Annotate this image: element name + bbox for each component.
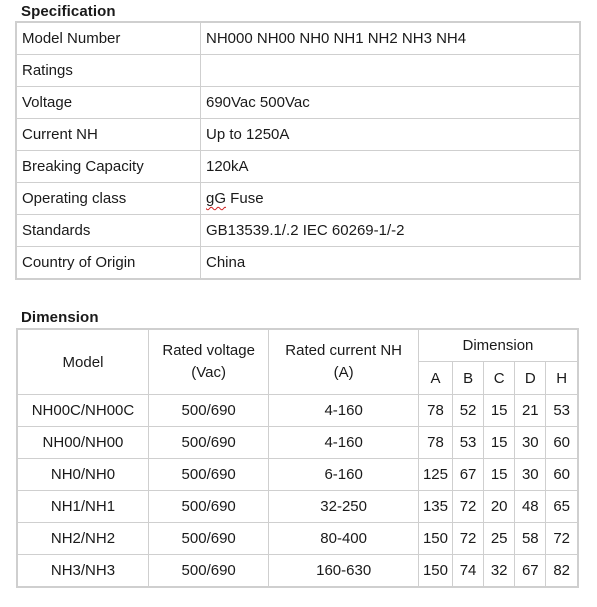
cell-current: 80-400 bbox=[269, 523, 419, 555]
cell-voltage: 500/690 bbox=[148, 523, 268, 555]
cell-b: 53 bbox=[453, 427, 484, 459]
cell-h: 82 bbox=[546, 555, 578, 588]
table-row bbox=[17, 459, 578, 491]
table-row bbox=[17, 523, 578, 555]
dimension-table bbox=[16, 328, 579, 588]
spec-value bbox=[201, 55, 581, 87]
table-row bbox=[17, 395, 578, 427]
spec-value: 120kA bbox=[201, 151, 581, 183]
cell-d: 58 bbox=[515, 523, 546, 555]
table-row bbox=[17, 491, 578, 523]
spec-value: 690Vac 500Vac bbox=[201, 87, 581, 119]
header-b: B bbox=[453, 362, 484, 395]
cell-d: 30 bbox=[515, 459, 546, 491]
cell-a: 150 bbox=[418, 555, 452, 588]
cell-a: 135 bbox=[418, 491, 452, 523]
dimension-heading: Dimension bbox=[21, 309, 99, 326]
cell-current: 4-160 bbox=[269, 395, 419, 427]
spec-table bbox=[15, 21, 581, 280]
cell-b: 67 bbox=[453, 459, 484, 491]
cell-b: 72 bbox=[453, 523, 484, 555]
cell-h: 65 bbox=[546, 491, 578, 523]
cell-model: NH2/NH2 bbox=[17, 523, 148, 555]
spec-row bbox=[16, 183, 580, 215]
cell-a: 150 bbox=[418, 523, 452, 555]
cell-a: 78 bbox=[418, 427, 452, 459]
header-dimension: Dimension bbox=[418, 329, 578, 362]
header-model: Model bbox=[17, 329, 148, 395]
spec-key: Operating class bbox=[16, 183, 201, 215]
cell-c: 20 bbox=[484, 491, 515, 523]
cell-h: 72 bbox=[546, 523, 578, 555]
cell-d: 67 bbox=[515, 555, 546, 588]
cell-model: NH1/NH1 bbox=[17, 491, 148, 523]
header-h: H bbox=[546, 362, 578, 395]
header-rated-current bbox=[269, 329, 419, 395]
cell-model: NH00/NH00 bbox=[17, 427, 148, 459]
spec-key: Ratings bbox=[16, 55, 201, 87]
spec-key: Voltage bbox=[16, 87, 201, 119]
cell-voltage: 500/690 bbox=[148, 459, 268, 491]
cell-h: 60 bbox=[546, 459, 578, 491]
cell-c: 15 bbox=[484, 427, 515, 459]
spec-row bbox=[16, 55, 580, 87]
spec-row bbox=[16, 22, 580, 55]
spec-value bbox=[201, 183, 581, 215]
cell-voltage: 500/690 bbox=[148, 427, 268, 459]
header-a: A bbox=[418, 362, 452, 395]
cell-c: 15 bbox=[484, 459, 515, 491]
cell-b: 52 bbox=[453, 395, 484, 427]
header-rated-current-line1: Rated current NH bbox=[285, 342, 402, 359]
cell-c: 15 bbox=[484, 395, 515, 427]
spec-row bbox=[16, 119, 580, 151]
cell-b: 72 bbox=[453, 491, 484, 523]
spec-value: NH000 NH00 NH0 NH1 NH2 NH3 NH4 bbox=[201, 22, 581, 55]
spec-row bbox=[16, 87, 580, 119]
table-row bbox=[17, 427, 578, 459]
spec-key: Current NH bbox=[16, 119, 201, 151]
cell-current: 160-630 bbox=[269, 555, 419, 588]
spec-key: Standards bbox=[16, 215, 201, 247]
cell-voltage: 500/690 bbox=[148, 555, 268, 588]
cell-d: 48 bbox=[515, 491, 546, 523]
cell-d: 30 bbox=[515, 427, 546, 459]
spec-row bbox=[16, 247, 580, 280]
spec-value: China bbox=[201, 247, 581, 280]
cell-current: 4-160 bbox=[269, 427, 419, 459]
cell-current: 32-250 bbox=[269, 491, 419, 523]
cell-c: 32 bbox=[484, 555, 515, 588]
header-d: D bbox=[515, 362, 546, 395]
spec-value: GB13539.1/.2 IEC 60269-1/-2 bbox=[201, 215, 581, 247]
cell-model: NH0/NH0 bbox=[17, 459, 148, 491]
cell-d: 21 bbox=[515, 395, 546, 427]
cell-h: 53 bbox=[546, 395, 578, 427]
cell-voltage: 500/690 bbox=[148, 395, 268, 427]
spec-key: Country of Origin bbox=[16, 247, 201, 280]
spec-key: Breaking Capacity bbox=[16, 151, 201, 183]
header-rated-current-line2: (A) bbox=[333, 364, 354, 381]
cell-b: 74 bbox=[453, 555, 484, 588]
cell-model: NH3/NH3 bbox=[17, 555, 148, 588]
spec-value-rest: Fuse bbox=[226, 190, 264, 207]
spec-row bbox=[16, 151, 580, 183]
spec-heading: Specification bbox=[21, 3, 116, 20]
spec-key: Model Number bbox=[16, 22, 201, 55]
header-rated-voltage bbox=[148, 329, 268, 395]
cell-voltage: 500/690 bbox=[148, 491, 268, 523]
cell-a: 125 bbox=[418, 459, 452, 491]
spec-value: Up to 1250A bbox=[201, 119, 581, 151]
cell-h: 60 bbox=[546, 427, 578, 459]
cell-current: 6-160 bbox=[269, 459, 419, 491]
cell-a: 78 bbox=[418, 395, 452, 427]
header-row bbox=[17, 329, 578, 362]
table-row bbox=[17, 555, 578, 588]
spell-check-word: gG bbox=[206, 190, 227, 207]
header-c: C bbox=[484, 362, 515, 395]
cell-c: 25 bbox=[484, 523, 515, 555]
header-rated-voltage-line1: Rated voltage bbox=[162, 342, 255, 359]
header-rated-voltage-line2: (Vac) bbox=[191, 364, 227, 381]
cell-model: NH00C/NH00C bbox=[17, 395, 148, 427]
spec-row bbox=[16, 215, 580, 247]
